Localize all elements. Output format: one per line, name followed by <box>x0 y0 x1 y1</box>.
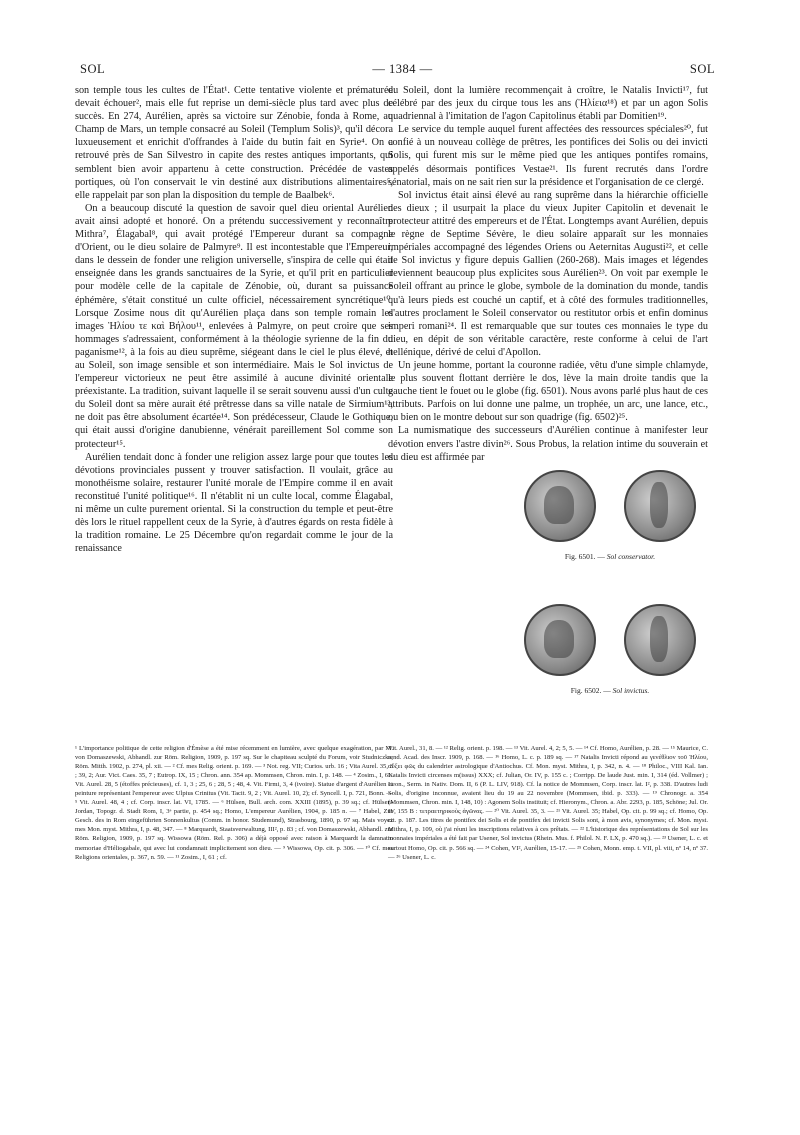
coin-reverse-image <box>624 470 696 542</box>
coin-obverse-image <box>524 604 596 676</box>
running-header <box>75 62 730 80</box>
caption-text: Sol invictus. <box>612 686 650 695</box>
footnotes-left <box>75 744 393 862</box>
header-left: SOL <box>80 62 106 76</box>
paragraph: On a beaucoup discuté la question de savoir quel dieu oriental Aurélien avait ainsi adopté et honoré. On a prétendu successivement y reconnaître Mithra⁷, Élagabal⁸, qui avait protégé l'Empereur durant sa compagne d'Orient, ou le dieu solaire de Palmyre⁹. Il est incontestable que l'Empereur, dans le dessein de fonder une religion universelle, s'inspira de celle qui était enseignée dans les grands sanctuaires de la Syrie, et qu'il prit en particulier pour modèle celle de la capitale de Zénobie, où, durant sa puissance éphémère, s'était constitué un culte officiel, nécessairement syncrétique¹⁰. Lorsque Zosime nous dit qu'Aurélien plaça dans son temple romain les images Ἡλίου τε καὶ Βήλου¹¹, enlevées à Palmyre, on peut croire que ses hommages s'adressaient, conformément à la théologie syrienne de la fin du paganisme¹², à la fois au dieu suprême, siégeant dans le ciel le plus élevé, et au Soleil, son image sensible et son intermédiaire. Mais le Sol invictus de l'empereur victorieux ne peut être assimilé à aucune divinité orientale préexistante. La tradition, suivant laquelle il se serait souvenu aussi d'un culte du Soleil dont sa mère aurait été prêtresse dans sa ville natale de Sirmium¹³, ne doit pas être absolument écartée¹⁴. Son prédécesseur, Claude le Gothique, qui était aussi d'origine danubienne, vénérait pareillement Sol comme son protecteur¹⁵. <box>75 202 393 450</box>
caption-number: Fig. 6502. <box>570 686 602 695</box>
coin-obverse-image <box>524 470 596 542</box>
footnote-text: Vit. Aurel., 31, 8. — ¹² Relig. orient. p. 198. — ¹³ Vit. Aurel. 4, 2; 5, 5. — ¹⁴ Cf. Homo, Aurélien, p. 28. — ¹⁵ Maurice, C. rend. Acad. des Inscr. 1909, p. 168. — ¹⁶ Homo, L. c. p. 189 sq. — ¹⁷ Natalis Invicti répond au γενέθλιον τοῦ Ἡλίου, αὔξει φῶς du calendrier astrologique d'Antiochus. Cf. Mon. myst. Mithra, I, p. 342, n. 4. — ¹⁸ Philoc., VIII Kal. Ian. Natalis Invicti circenses m(issus) XXX; cf. Julian, Or. IV, p. 155 c. ; Corripp. De laude Just. min. I, 314 (éd. Vollmer) ; Leon., Serm. in Nativ. Dom. II, 6 (P. L. LIV, 918). Cf. la notice de Mommsen, Corp. inscr. lat. I², p. 338. D'autres ludi Solis, d'origine inconnue, avaient lieu du 19 au 22 novembre (Mommsen, ibid. p. 333). — ¹⁹ Chronogr. a. 354 (Mommsen, Chron. min. I, 148, 10) : Agonem Solis instituit; cf. Hieronym., Chron. a. Abr. 2293, p. 185, Schöne; Jul. Or. IV, 155 B : τετραετηρικοὺς ἀγῶνας. — ²⁰ Vit. Aurel. 35, 3. — ²¹ Vit. Aurel. 35; Habel, Op. cit. p. 99 sq.; cf. Homo, Op. cit. p. 187. Les titres de pontifex dei Solis et de pontifex dei invicti Solis sont, à mon avis, synonymes; cf. Mon. myst. Mithra, I, p. 109, où j'ai réuni les inscriptions relatives à ces prêtats. — ²² L'historique des représentations de Sol sur les monnaies impériales a été fait par Usener, Sol invictus (Rhein. Mus. f. Philol. N. F. LX, p. 470 sq.). — ²³ Usener, L. c. et surtout Homo, Op. cit. p. 566 sq. — ²⁴ Cohen, VI², Aurélien, 15-17. — ²⁵ Cohen, Monn. emp. t. VII, pl. viii, nº 14, nº 37. — ²⁶ Usener, L. c. <box>388 745 708 861</box>
caption-text: Sol conservator. <box>606 552 656 561</box>
caption-number: Fig. 6501. <box>564 552 596 561</box>
paragraph: Aurélien tendait donc à fonder une religion assez large pour que toutes les dévotions provinciales pussent y trouver satisfaction. Il voulait, grâce au monothéisme solaire, restaurer l'unité morale de l'Empire comme il en avait reconstitué l'unité politique¹⁶. Il n'établit ni un culte local, comme Élagabal, ni même un culte purement oriental. Si la construction du temple et peut-être dès lors le rituel rappellent ceux de la Syrie, à d'autres égards on resta fidèle à la tradition romaine. Le 25 Décembre qu'on regardait comme le jour de la renaissance <box>75 451 393 555</box>
header-right: SOL <box>689 62 715 76</box>
coin-reverse-image <box>624 604 696 676</box>
figure-caption: Fig. 6502. — Sol invictus. <box>570 686 650 695</box>
footnotes-right <box>388 744 708 862</box>
paragraph: son temple tous les cultes de l'État¹. Cette tentative violente et prématurée devait échouer², mais elle fut reprise un demi-siècle plus tard avec plus de succès. En 274, Aurélien, après sa victoire sur Zénobie, fonda à Rome, au Champ de Mars, un temple consacré au Soleil (Templum Solis)³, qu'il décora luxueusement et enrichit d'offrandes à l'aide du butin fait en Syrie⁴. On a retrouvé près de San Silvestro in capite des restes antiques importants, qui semblent bien avoir appartenu à cette construction. Précédée de vastes portiques, où l'on conservait le vin destiné aux distributions alimentaires⁵, elle rappelait par son plan la disposition du temple de Baalbek⁶. <box>75 85 393 201</box>
paragraph: Un jeune homme, portant la couronne radiée, vêtu d'une simple chlamyde, le plus souvent flottant derrière le dos, lève la main droite tandis que la gauche tient le fouet ou le globe (fig. 6501). Nous avons parlé plus haut de ces attributs. Parfois on lui donne une palme, un trophée, un arc, une lance, etc., ou bien on le montre debout sur son quadrige (fig. 6502)²⁵. <box>388 359 708 424</box>
paragraph: du Soleil, dont la lumière recommençait à croître, le Natalis Invicti¹⁷, fut célébré par des jeux du cirque tous les ans (Ἡλίεια¹⁸) et par un agon Solis quadriennal à l'imitation de l'agon Capitolinus établi par Domitien¹⁹. <box>388 85 708 123</box>
right-column <box>388 84 708 464</box>
figure-6501 <box>510 466 710 574</box>
paragraph: Sol invictus était ainsi élevé au rang suprême dans la hiérarchie officielle des dieux ; il usurpait la place du vieux Jupiter Capitolin et devenait le protecteur attitré des empereurs et de l'État. Longtemps avant Aurélien, depuis le règne de Septime Sévère, le dieu solaire apparaît sur les monnaies impériales accompagné des légendes Oriens ou Aeternitas Augusti²², et celle de Sol invictus y figure depuis Gallien (260-268). Mais images et légendes deviennent beaucoup plus explicites sous Aurélien²³. On voit par exemple le Soleil offrant au prince le globe, symbole de la domination du monde, tandis qu'à leurs pieds est couché un captif, et à côté des formules traditionnelles, d'autres proclament le Soleil conservator ou restitutor orbis et enfin dominus imperi romani²⁴. Il est remarquable que sur toutes ces monnaies le type du dieu, en dépit de son véritable caractère, reste conforme à celui de l'art hellénique, dérivé de celui d'Apollon. <box>388 189 708 358</box>
paragraph: La numismatique des successeurs d'Aurélien continue à manifester leur dévotion envers l'astre divin²⁶. Sous Probus, la relation intime du souverain et du dieu est affirmée par <box>388 425 708 463</box>
left-column <box>75 84 393 555</box>
paragraph: Le service du temple auquel furent affectées des ressources spéciales²⁰, fut confié à un nouveau collège de prêtres, les pontifices dei Solis ou dei invicti Solis, qui furent mis sur le même pied que les antiques pontifes romains, appelés désormais pontifices Vestae²¹. Ils furent recrutés dans l'ordre sénatorial, mais on ne sait rien sur la présidence et l'organisation de ce clergé. <box>388 124 708 188</box>
figure-6502 <box>510 600 710 702</box>
page-number: — 1384 — <box>372 62 433 76</box>
figure-caption: Fig. 6501. — Sol conservator. <box>564 552 656 561</box>
footnote-text: ¹ L'importance politique de cette religion d'Émèse a été mise récemment en lumière, avec quelque exagération, par M. von Domaszewski, Abhandl. zur Röm. Religion, 1909, p. 197 sq. Sur le chapiteau sculpté du Forum, voir Studniczka, Röm. Mitth. 1902, p. 274, pl. xii. — ² Cf. mes Relig. orient. p. 169. — ³ Not. reg. VII; Curios. urb. 16 ; Vita Aurel. 35, 3 ; 39, 2; Aur. Vict. Caes. 35, 7 ; Eutrop. IX, 15 ; Chron. ann. 354 ap. Mommsen, Chron. min. I, p. 148. — ⁴ Zosim., I, 61. Vit. Aurel. 28, 5 (étoffes précieuses), cf. 1, 3 ; 25, 6 ; 28, 5 ; 48, 4. Vit. Firmi, 3, 4 (ivoire). Statue d'argent d'Aurélien et peinture représentant l'empereur avec Ulpius Crinitus (Vit. Tacit. 9, 2 ; Vit. Aurel. 10, 2); cf. Syncell. I, p. 721, Bonn. — ⁵ Vit. Aurel. 48, 4 ; cf. Corp. inscr. lat. VI, 1785. — ⁶ Hülsen, Bull. arch. com. XXIII (1895), p. 39 sq.; cf. Hülsen-Jordan, Topogr. d. Stadt Rom, I, 3ᵉ partie, p. 454 sq.; Homo, L'empereur Aurélien, 1904, p. 185 n. — ⁷ Habel, Zur Gesch. des in Rom eingeführten Sonnenkultus (Comm. in honor. Studemund), Strasbourg, 1890, p. 97 sq. Mais voyez mes Mon. myst. Mithra, I, p. 48, 347. — ⁸ Marquardt, Staatsverwaltung, III², p. 83 ; cf. von Domaszewski, Abhandl. zur Röm. Religion, 1909, p. 197 sq. Wissowa (Röm. Rel. p. 306) a déjà opposé avec raison à Marquardt la damnatio memoriae d'Héliogabale, qui avec lui condamnait implicitement son dieu. — ⁹ Wissowa, Op. cit. p. 306. — ¹⁰ Cf. mes Religions orientales, p. 367, n. 59. — ¹¹ Zosim., I, 61 ; cf. <box>75 745 393 861</box>
